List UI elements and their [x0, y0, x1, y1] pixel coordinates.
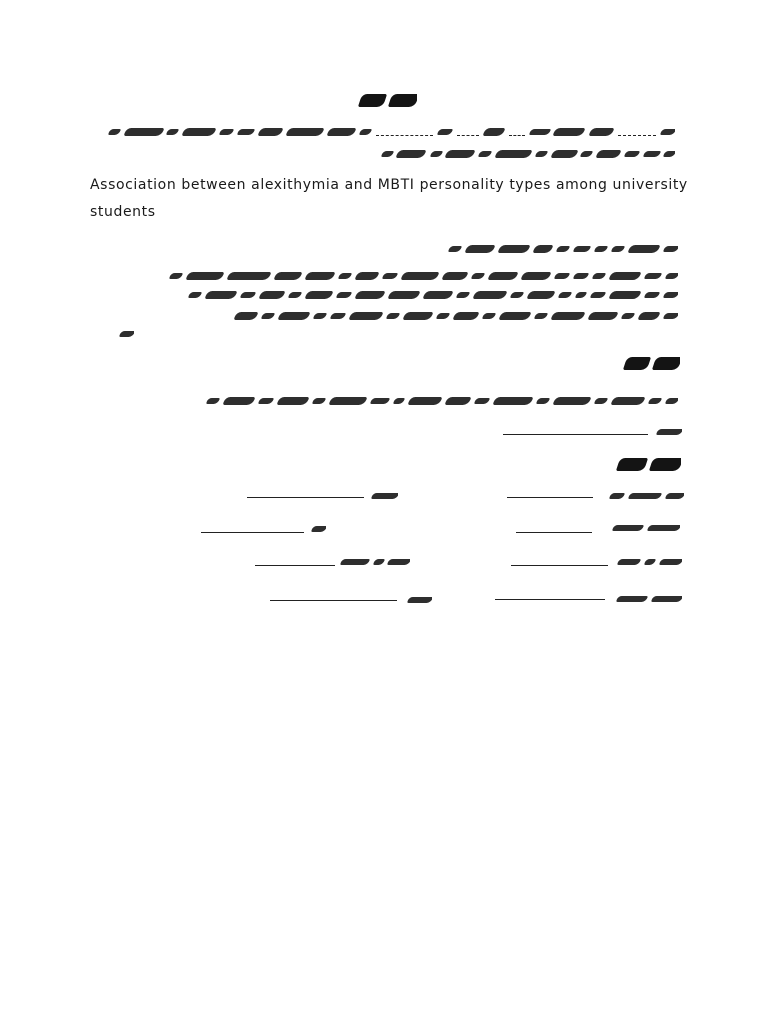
occupation-line[interactable]: [270, 600, 397, 601]
occupation-label: [398, 590, 432, 610]
para-2-line-5: [110, 326, 134, 342]
children-count-line[interactable]: [255, 565, 335, 566]
age-line[interactable]: [201, 532, 304, 533]
introduction-heading: [355, 89, 417, 111]
personal-info-heading: [607, 453, 681, 475]
intro-line-2: [377, 143, 675, 165]
consent-statement: [180, 390, 678, 412]
monthly-income-label: [604, 588, 682, 610]
name-line[interactable]: [507, 497, 593, 498]
age-label: [306, 520, 326, 538]
name-label: [596, 486, 684, 506]
research-title-english: Association between alexithymia and MBTI personality types among university students: [90, 177, 688, 220]
marriage-duration-label: [612, 552, 682, 572]
para-2-line-4: [110, 306, 678, 326]
para-2-line-2: [90, 266, 678, 286]
para-2-line-3: [90, 285, 678, 305]
family-system-label: [596, 518, 680, 538]
intro-line-1: [104, 121, 675, 143]
education-label: [364, 486, 398, 506]
signature-label: [652, 424, 682, 440]
children-count-label: [336, 552, 410, 572]
para-2-line-1: [440, 238, 678, 260]
signature-line[interactable]: [503, 434, 648, 435]
consent-heading: [620, 352, 680, 374]
education-line[interactable]: [247, 497, 364, 498]
family-system-line[interactable]: [516, 532, 592, 533]
monthly-income-line[interactable]: [495, 599, 605, 600]
marriage-duration-line[interactable]: [511, 565, 608, 566]
